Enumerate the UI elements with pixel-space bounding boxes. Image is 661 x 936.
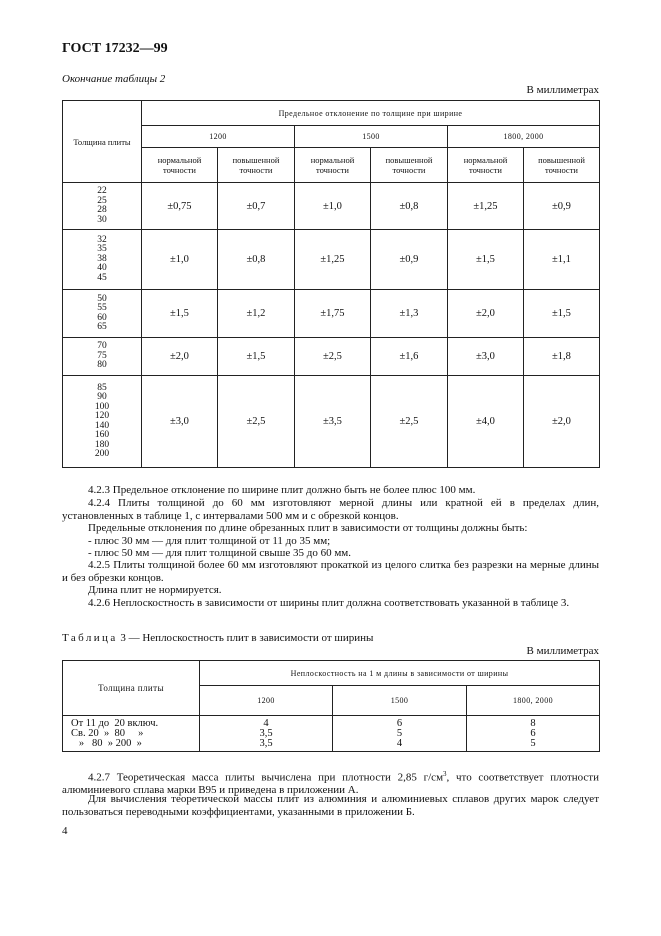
paragraph-4-2-4: 4.2.4 Плиты толщиной до 60 мм изготовляют мерной длины или кратной ей в пределах длин, установленных в таблице 1, с интервалами 500 мм и с обрезкой концов.: [62, 497, 599, 522]
value-cell: ±0,8: [371, 183, 448, 230]
paragraph-4-2-3: 4.2.3 Предельное отклонение по ширине плит должно быть не более плюс 100 мм.: [88, 484, 476, 496]
table-row: [63, 290, 600, 338]
value-cell: ±3,5: [295, 376, 371, 468]
value-cell: ±2,5: [295, 338, 371, 376]
table2-head-high: повышенной точности: [218, 148, 295, 183]
paragraph-4-2-7: 4.2.7 Теоретическая масса плиты вычислена при плотности 2,85 $г/см^3$, что соответствует плотности алюминиевого сплава марки В95 и приведена в приложении А.: [62, 770, 599, 797]
value-cell: ±2,0: [524, 376, 600, 468]
value-cell: 4 3,5 3,5: [200, 716, 333, 752]
value-cell: ±1,5: [142, 290, 218, 338]
table3-head-flatness: Неплоскостность на 1 м длины в зависимости от ширины: [200, 661, 600, 686]
value-cell: ±1,75: [295, 290, 371, 338]
value-cell: ±1,0: [142, 230, 218, 290]
value-cell: ±1,8: [524, 338, 600, 376]
value-cell: ±0,9: [371, 230, 448, 290]
thickness-cell: 70 75 80: [63, 338, 142, 376]
value-cell: ±1,25: [295, 230, 371, 290]
table2-head-normal: нормальной точности: [448, 148, 524, 183]
table-row: [63, 230, 600, 290]
value-cell: ±2,5: [218, 376, 295, 468]
value-cell: ±1,5: [448, 230, 524, 290]
value-cell: ±3,0: [448, 338, 524, 376]
table-row: [63, 338, 600, 376]
value-cell: ±1,6: [371, 338, 448, 376]
value-cell: ±0,7: [218, 183, 295, 230]
paragraph-4-2-6: 4.2.6 Неплоскостность в зависимости от ширины плит должна соответствовать указанной в таблице 3.: [88, 597, 570, 609]
value-cell: ±1,0: [295, 183, 371, 230]
document-header: ГОСТ 17232—99: [62, 41, 168, 56]
page-number: 4: [62, 825, 68, 837]
value-cell: ±1,1: [524, 230, 600, 290]
table2-units: В миллиметрах: [526, 84, 599, 96]
thickness-cell: 85 90 100 120 140 160 180 200: [63, 376, 142, 468]
table3-head-width-1800: 1800, 2000: [467, 686, 600, 716]
paragraph-4-2-5-length: Длина плит не нормируется.: [88, 584, 222, 596]
value-cell: ±1,5: [218, 338, 295, 376]
paragraph-4-2-7-coefficients: Для вычисления теоретической массы плит из алюминия и алюминиевых сплавов других марок следует пользоваться переводными коэффициентами, указанными в приложении Б.: [62, 793, 599, 818]
table2-head-width-1800: 1800, 2000: [448, 126, 600, 148]
table3-head-width-1200: 1200: [200, 686, 333, 716]
table2-head-width-1200: 1200: [142, 126, 295, 148]
bullet-50mm: - плюс 50 мм — для плит толщиной свыше 35 до 60 мм.: [88, 547, 352, 559]
thickness-cell: 22 25 28 30: [63, 183, 142, 230]
table3: [62, 660, 600, 752]
value-cell: ±2,0: [142, 338, 218, 376]
table2: [62, 100, 600, 468]
paragraph-4-2-5: 4.2.5 Плиты толщиной более 60 мм изготовляют прокаткой из целого слитка без разрезки на мерные длины и без обрезки концов.: [62, 559, 599, 584]
table3-units: В миллиметрах: [526, 645, 599, 657]
value-cell: ±1,2: [218, 290, 295, 338]
value-cell: ±3,0: [142, 376, 218, 468]
bullet-30mm: - плюс 30 мм — для плит толщиной от 11 до 35 мм;: [88, 535, 331, 547]
value-cell: 6 5 4: [333, 716, 467, 752]
table2-head-normal: нормальной точности: [295, 148, 371, 183]
value-cell: ±4,0: [448, 376, 524, 468]
table-row: [63, 183, 600, 230]
value-cell: ±1,5: [524, 290, 600, 338]
thickness-cell: 32 35 38 40 45: [63, 230, 142, 290]
value-cell: ±0,75: [142, 183, 218, 230]
table3-head-thickness: Толщина плиты: [63, 661, 200, 716]
value-cell: ±0,8: [218, 230, 295, 290]
table2-head-high: повышенной точности: [524, 148, 600, 183]
table2-head-normal: нормальной точности: [142, 148, 218, 183]
value-cell: ±1,25: [448, 183, 524, 230]
table3-caption: Таблица 3 — Неплоскостность плит в зависимости от ширины: [62, 632, 374, 644]
value-cell: ±1,3: [371, 290, 448, 338]
table2-head-deviation: Предельное отклонение по толщине при ширине: [142, 101, 600, 126]
value-cell: ±2,0: [448, 290, 524, 338]
table2-head-width-1500: 1500: [295, 126, 448, 148]
table-row: [63, 716, 600, 752]
table2-head-high: повышенной точности: [371, 148, 448, 183]
thickness-cell: 50 55 60 65: [63, 290, 142, 338]
table2-head-thickness: Толщина плиты: [63, 101, 142, 183]
table2-caption: Окончание таблицы 2: [62, 73, 166, 85]
table3-head-width-1500: 1500: [333, 686, 467, 716]
table-row: [63, 376, 600, 468]
value-cell: 8 6 5: [467, 716, 600, 752]
thickness-cell: От 11 до 20 включ. Св. 20 » 80 » » 80 » 200 »: [63, 716, 200, 752]
value-cell: ±0,9: [524, 183, 600, 230]
paragraph-4-2-4-limits: Предельные отклонения по длине обрезанных плит в зависимости от толщины должны быть:: [88, 522, 528, 534]
value-cell: ±2,5: [371, 376, 448, 468]
